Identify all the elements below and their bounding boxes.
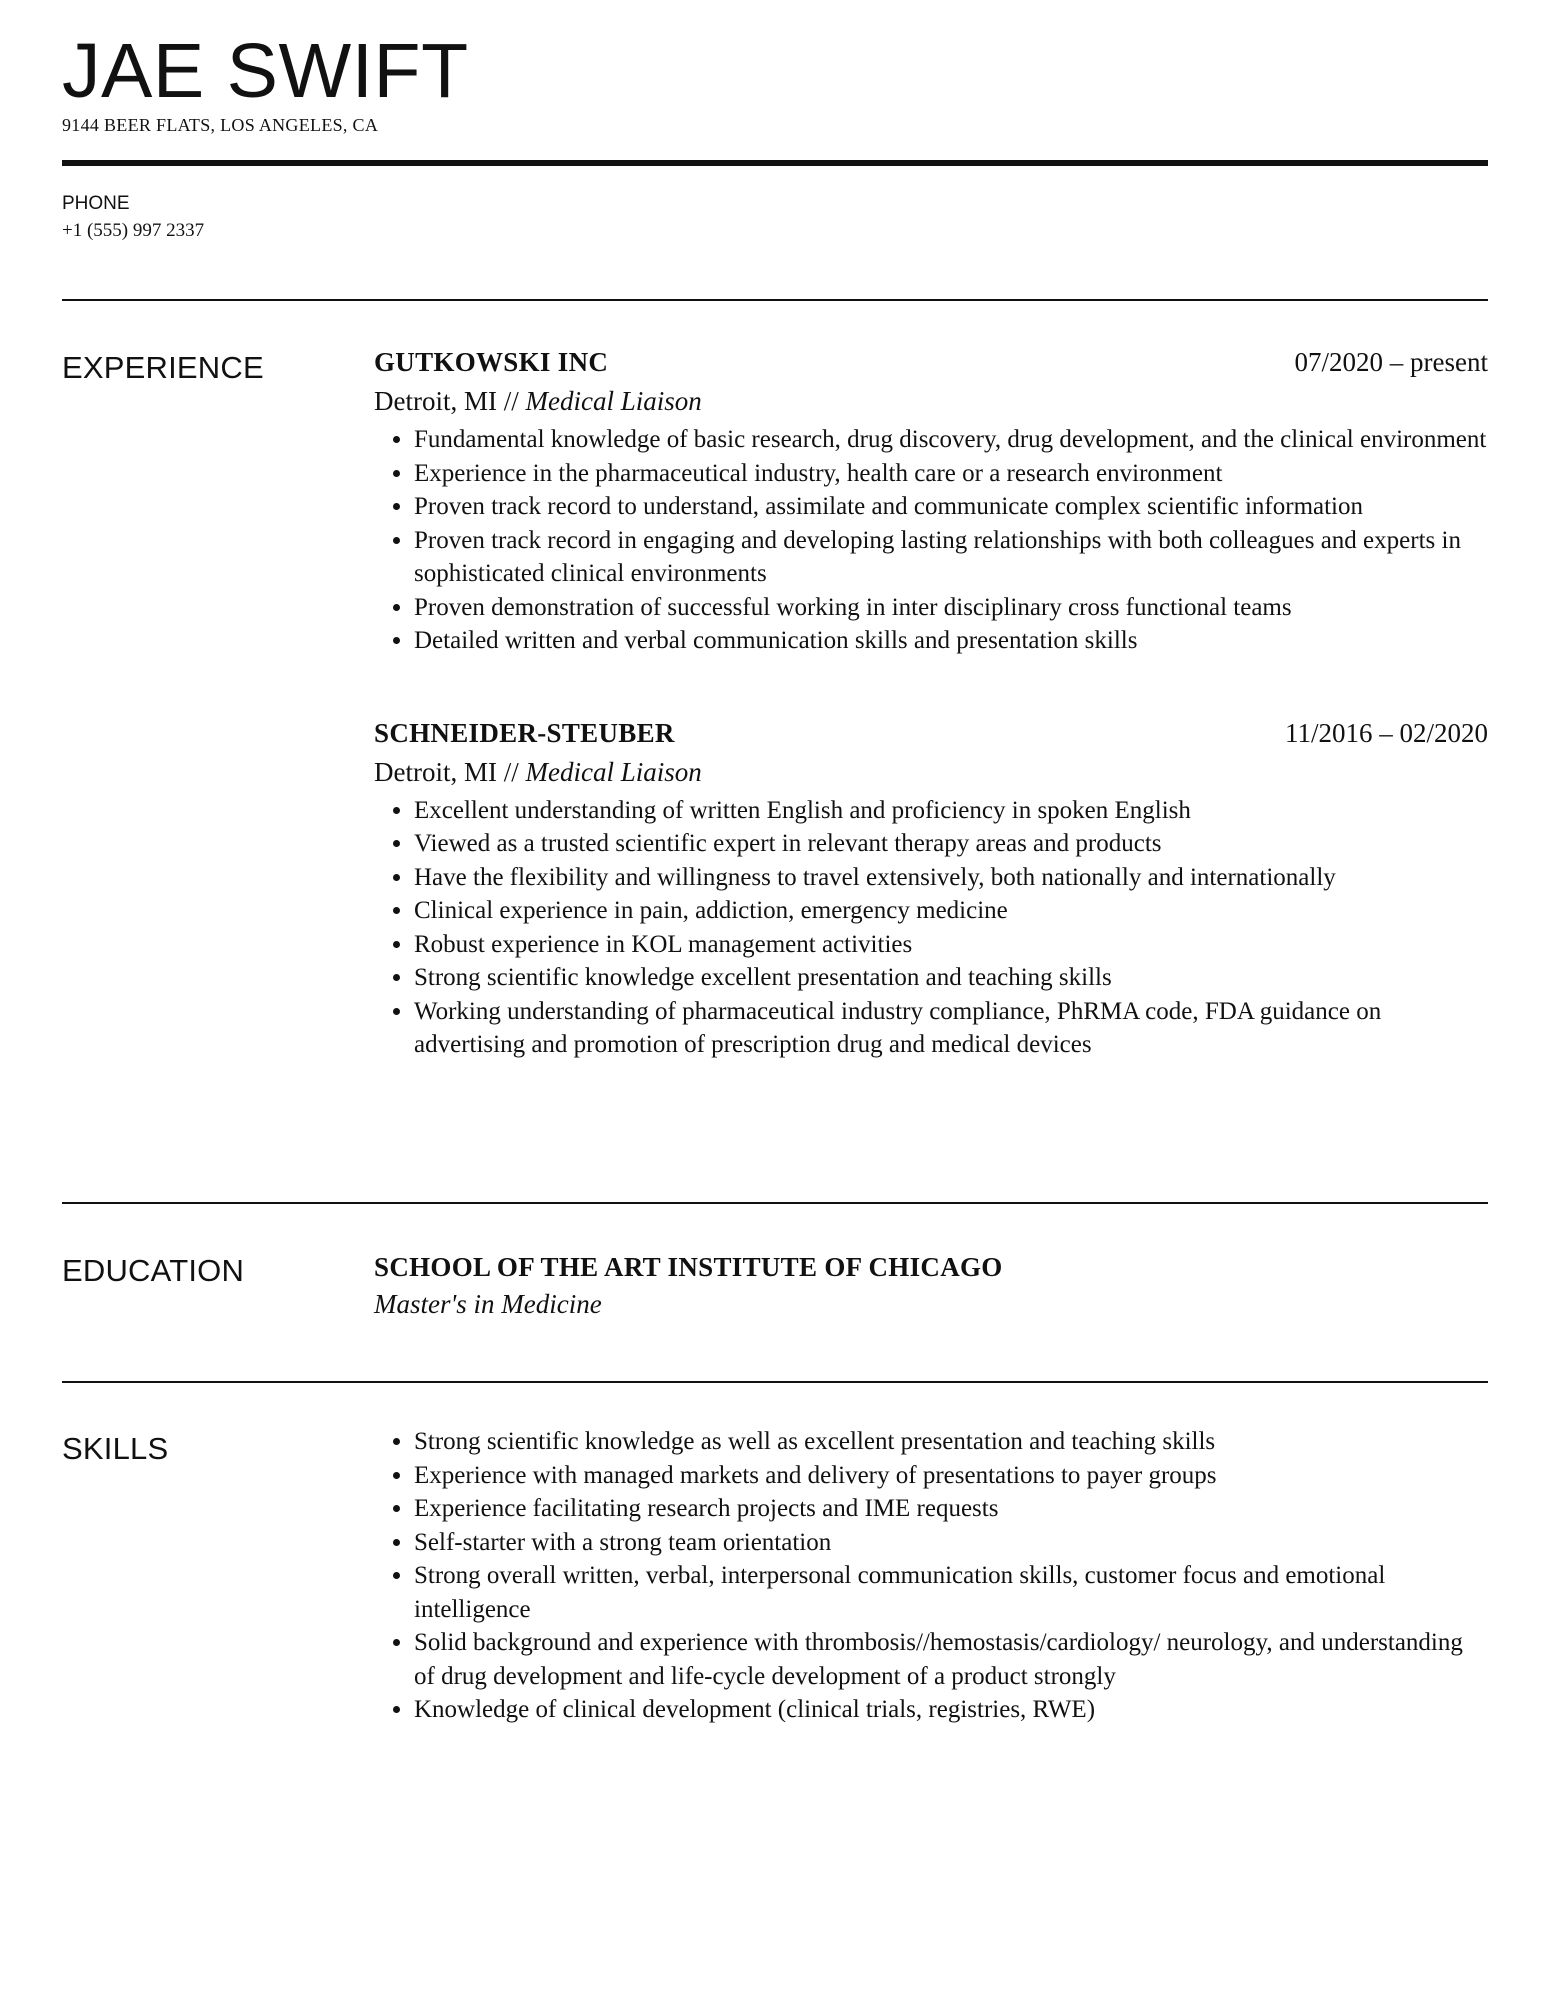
job-bullet: • Robust experience in KOL management activities <box>414 928 1488 962</box>
job-entry <box>374 718 1488 1062</box>
job-bullet: • Experience in the pharmaceutical industry, health care or a research environment <box>414 457 1488 491</box>
skill-item: • Strong overall written, verbal, interpersonal communication skills, customer focus and emotional intelligence <box>414 1559 1488 1626</box>
job-dates: 07/2020 – present <box>1294 347 1488 377</box>
job-bullet: • Viewed as a trusted scientific expert in relevant therapy areas and products <box>414 827 1488 861</box>
job-bullet: • Proven demonstration of successful working in inter disciplinary cross functional teams <box>414 591 1488 625</box>
job-bullet: • Clinical experience in pain, addiction, emergency medicine <box>414 894 1488 928</box>
skills-heading: SKILLS <box>62 1431 169 1466</box>
skill-item: • Solid background and experience with thrombosis//hemostasis/cardiology/ neurology, and understanding of drug development and life-cycle development of a product strongly <box>414 1626 1488 1693</box>
job-location-role <box>374 383 1488 419</box>
job-header <box>374 718 1488 754</box>
skill-item: • Experience facilitating research projects and IME requests <box>414 1492 1488 1526</box>
job-bullet: • Strong scientific knowledge excellent presentation and teaching skills <box>414 961 1488 995</box>
skill-item: • Knowledge of clinical development (clinical trials, registries, RWE) <box>414 1693 1488 1727</box>
job-bullets <box>374 423 1488 658</box>
job-company: GUTKOWSKI INC <box>374 347 609 377</box>
experience-heading: EXPERIENCE <box>62 350 264 385</box>
education-section <box>374 1249 1488 1323</box>
education-school: SCHOOL OF THE ART INSTITUTE OF CHICAGO <box>374 1252 1003 1282</box>
candidate-address: 9144 BEER FLATS, LOS ANGELES, CA <box>62 115 379 135</box>
job-role: Medical Liaison <box>525 756 702 787</box>
section-divider <box>62 1202 1488 1204</box>
skill-item: • Self-starter with a strong team orientation <box>414 1526 1488 1560</box>
skill-item: • Experience with managed markets and delivery of presentations to payer groups <box>414 1459 1488 1493</box>
section-divider <box>62 299 1488 301</box>
job-separator: // <box>496 756 526 787</box>
job-bullets <box>374 794 1488 1062</box>
job-bullet: • Proven track record in engaging and developing lasting relationships with both colleagues and experts in sophisticated clinical environments <box>414 524 1488 591</box>
job-role: Medical Liaison <box>525 386 702 416</box>
job-header <box>374 347 1488 383</box>
job-bullet: • Detailed written and verbal communication skills and presentation skills <box>414 624 1488 658</box>
job-location: Detroit, MI <box>374 756 497 787</box>
job-bullet: • Proven track record to understand, assimilate and communicate complex scientific information <box>414 490 1488 524</box>
skill-item: • Strong scientific knowledge as well as excellent presentation and teaching skills <box>414 1425 1488 1459</box>
job-separator: // <box>496 386 526 416</box>
phone-number: +1 (555) 997 2337 <box>62 220 205 241</box>
job-location: Detroit, MI <box>374 386 497 416</box>
header-divider <box>62 160 1488 166</box>
job-bullet: • Have the flexibility and willingness to travel extensively, both nationally and internationally <box>414 861 1488 895</box>
job-entry <box>374 347 1488 658</box>
job-bullet: • Working understanding of pharmaceutical industry compliance, PhRMA code, FDA guidance on advertising and promotion of prescription drug and medical devices <box>414 995 1488 1062</box>
job-location-role <box>374 754 1488 790</box>
job-bullet: • Fundamental knowledge of basic research, drug discovery, drug development, and the clinical environment <box>414 423 1488 457</box>
experience-section <box>374 347 1488 1062</box>
skills-list <box>374 1425 1488 1727</box>
job-company: SCHNEIDER-STEUBER <box>374 717 675 748</box>
section-divider <box>62 1381 1488 1383</box>
phone-label: PHONE <box>62 193 130 214</box>
education-heading: EDUCATION <box>62 1253 245 1288</box>
skills-section <box>374 1425 1488 1727</box>
job-dates: 11/2016 – 02/2020 <box>1284 717 1488 748</box>
education-degree: Master's in Medicine <box>374 1289 602 1319</box>
job-bullet: • Excellent understanding of written English and proficiency in spoken English <box>414 794 1488 828</box>
candidate-name: JAE SWIFT <box>62 28 469 114</box>
